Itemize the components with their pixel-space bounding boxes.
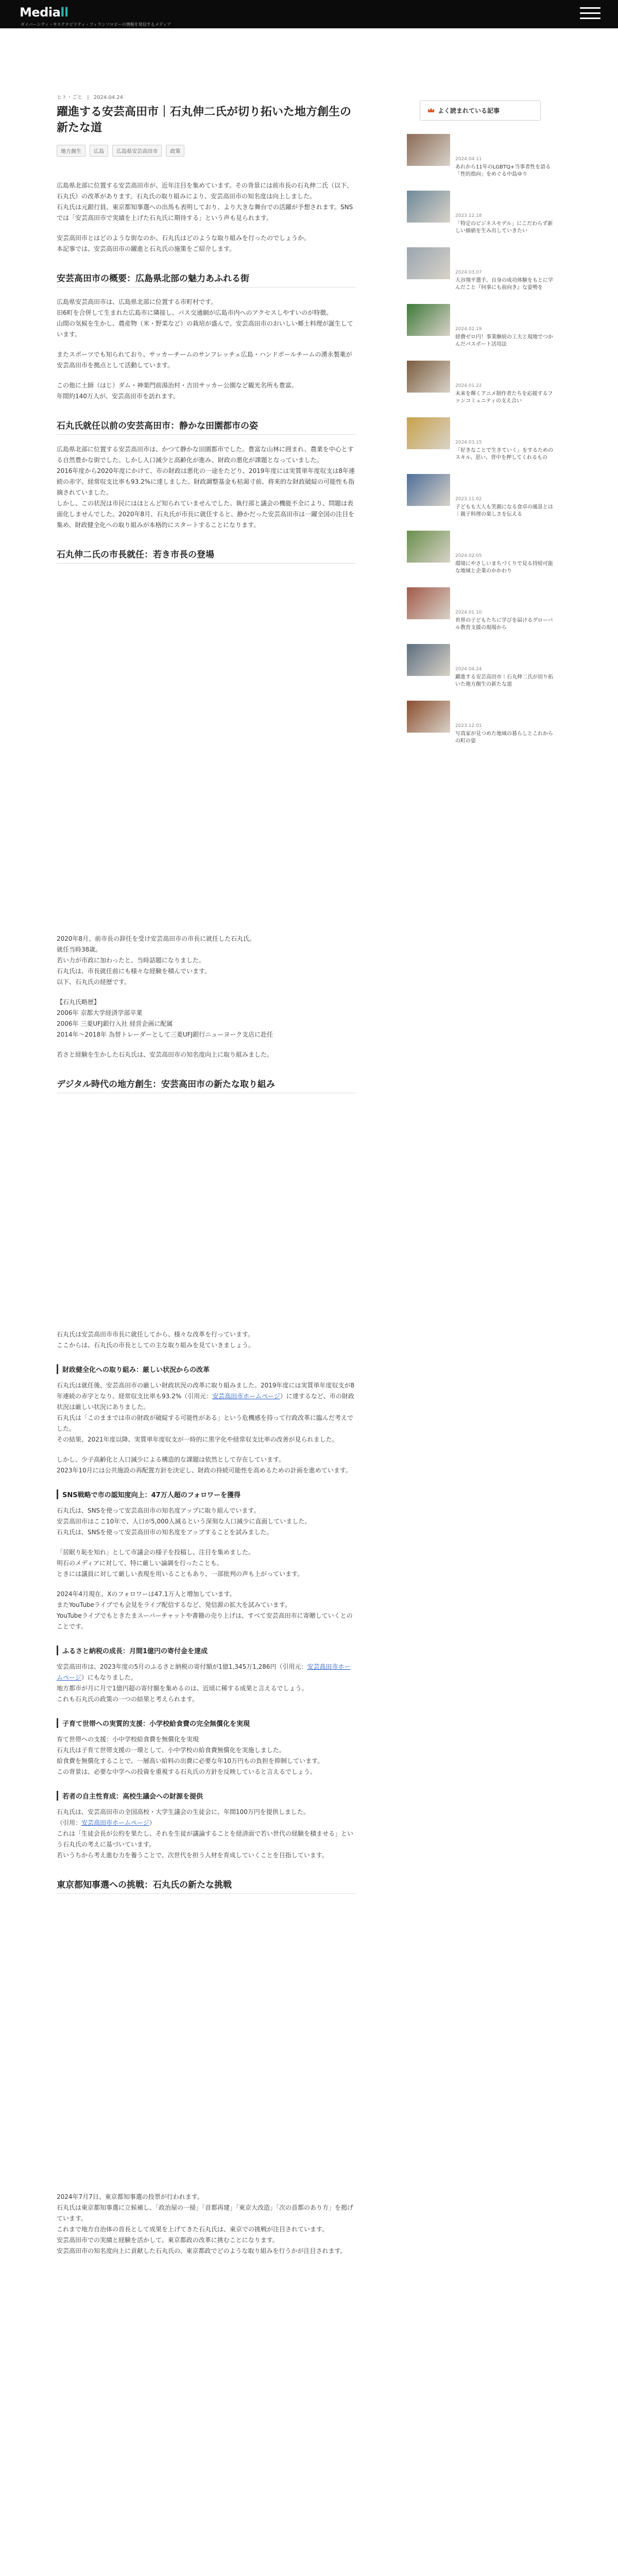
article-thumbnail[interactable] xyxy=(407,587,450,619)
popular-article-item[interactable] xyxy=(407,417,556,464)
subsection-heading: 子育て世帯への実質的支援：小学校給食費の完全無償化を実現 xyxy=(57,1718,355,1728)
subsection-heading: ふるさと納税の成長：月間1億円の寄付金を達成 xyxy=(57,1646,355,1655)
body-paragraph: 石丸氏は、SNSを使って安芸高田市の知名度アップに取り組んでいます。 安芸高田市はここ10年で、人口が5,000人減るという深刻な人口減少に直面していました。 石丸氏は、SNSを使って安芸高田市の知名度をアップすることを試みました。 xyxy=(57,1506,311,1536)
section-heading: デジタル時代の地方創生：安芸高田市の新たな取り組み xyxy=(57,1077,355,1093)
body-paragraph: 2024年7月7日、東京都知事選の投票が行われます。 石丸氏は東京都知事選に立候補し、「政治屋の一掃」「首都再建」「東京大改造」「次の首都のあり方」を掲げています。 これまで地方自治体の首長として成果を上げてきた石丸氏は、東京での挑戦が注目されています。 安芸高田市での実績と経験を活かして、東京都政の改革に挑むことになります。 安芸高田市の知名度向上に貢献した石丸氏の、東京都政でどのような取り組みを行うかが注目されます。 xyxy=(57,2193,354,2255)
article-info xyxy=(455,304,553,350)
popular-article-item[interactable] xyxy=(407,701,556,747)
article-meta xyxy=(57,93,355,100)
article-date: 2024.03.15 xyxy=(455,440,482,445)
popular-articles-title: よく読まれている記事 xyxy=(438,107,500,114)
article-thumbnail[interactable] xyxy=(407,191,450,223)
article-date: 2024.03.07 xyxy=(455,270,482,275)
article-date: 2024.04.11 xyxy=(455,157,482,162)
article-title-link[interactable]: 「好きなことで生きていく」をするためのスキル、思い、背中を押してくれるもの xyxy=(455,448,553,461)
text-fragment: 石丸氏は就任後、安芸高田市の厳しい財政状況の改革に取り組みました。2019年度には実質単年度収支が8年連続の赤字となり、経常収支比率も93.2%（引用元： xyxy=(57,1381,355,1400)
text-fragment: ）にもなりました。 地方都市が月に月で1億円超の寄付額を集めるのは、近頃に稀する成果と言えるでしょう。 これも石丸氏の政策の一つの結果と考えられます。 xyxy=(57,1673,308,1703)
text-fragment: ）に達するなど、市の財政状況は厳しい状況にありました。 石丸氏は「このままでは市の財政が破綻する可能性がある」という危機感を持って行政改革に臨んだ考えでした。 その結果、2021年度以降、実質単年度収支が一時的に黒字化や経常収支比率の改善が見られました。 xyxy=(57,1392,354,1443)
article-info xyxy=(455,191,553,237)
body-paragraph: 【石丸氏略歴】 2006年 京都大学経済学部卒業 2006年 三菱UFJ銀行入社 経営企画に配属 2014年〜2018年 為替トレーダーとして三菱UFJ銀行ニューヨーク支店に赴任 xyxy=(57,998,273,1038)
body-paragraph xyxy=(57,1380,355,1445)
logo-text: Media xyxy=(20,5,61,20)
article-title-link[interactable]: 経費ゼロ円！事業継続の工夫と現地でつかんだパスポート活用法 xyxy=(455,334,553,347)
source-link[interactable]: 安芸高田市ホームページ xyxy=(212,1392,280,1400)
popular-articles-list xyxy=(407,134,556,747)
body-paragraph: 2020年8月、前市長の辞任を受け安芸高田市の市長に就任した石丸氏。 就任当時38歳。 若い力が市政に加わったと、当時話題になりました。 石丸氏は、市長就任前にも様々な経験を積んでいます。 以下、石丸氏の経歴です。 xyxy=(57,935,256,986)
article-title-link[interactable]: 世界の子どもたちに学びを届けるグローバル教育支援の現場から xyxy=(455,618,553,631)
article-info xyxy=(455,701,553,747)
site-tagline: ダイバーシティ・サステナビリティ・フィランソロピーの情報を発信するメディア xyxy=(21,22,171,27)
article-date: 2024.04.24 xyxy=(93,95,124,100)
article-title-link[interactable]: 大谷翔平選手、自身の成功体験をもとに学んだこと『何事にも前向き』な姿勢を xyxy=(455,278,553,291)
popular-articles-heading xyxy=(420,100,541,121)
tag[interactable]: 政策 xyxy=(166,145,184,157)
body-paragraph: 広島県安芸高田市は、広島県北部に位置する市町村です。 旧6町を合併して生まれた広島市に隣接し、バス交通網が広島市内へのアクセスしやすいのが特徴。 山間の気候を生かし、農産物（米・野菜など）の栽培が盛んで、安芸高田市のおいしい郷土料理が誕生しています。 xyxy=(57,298,353,338)
subsection-heading: SNS戦略で市の認知度向上：47万人超のフォロワーを獲得 xyxy=(57,1489,355,1499)
article-tags xyxy=(57,145,355,157)
article-date: 2024.02.05 xyxy=(455,553,482,558)
article-info xyxy=(455,587,553,634)
article-thumbnail[interactable] xyxy=(407,644,450,676)
article-date: 2024.01.10 xyxy=(455,610,482,615)
article-title-link[interactable]: 環境にやさしいまちづくりで見る持続可能な地域と企業のかかわり xyxy=(455,561,553,574)
image-placeholder xyxy=(57,1103,355,1329)
article-info xyxy=(455,417,553,464)
intro-paragraph: 広島県北部に位置する安芸高田市が、近年注目を集めています。その背景には前市長の石丸伸二氏（以下、石丸氏）の改革があります。石丸氏の取り組みにより、安芸高田市の知名度は向上しました。 石丸氏は元銀行員、東京都知事選への出馬も表明しており、より大きな舞台での活躍が予想されます。SNSでは「安芸高田市で実績を上げた石丸氏に期待する」という声も見られます。 xyxy=(57,181,353,222)
article-thumbnail[interactable] xyxy=(407,474,450,506)
tag[interactable]: 広島 xyxy=(90,145,108,157)
sidebar xyxy=(407,100,556,757)
body-paragraph: 石丸氏は安芸高田市市長に就任してから、様々な改革を行っています。 ここからは、石丸氏の市長としての主な取り組みを見ていきましょう。 xyxy=(57,1330,255,1349)
article-thumbnail[interactable] xyxy=(407,701,450,733)
hamburger-menu-icon[interactable] xyxy=(580,7,600,21)
article-date: 2024.02.19 xyxy=(455,327,482,332)
source-link[interactable]: 安芸高田市ホームページ xyxy=(57,1663,351,1681)
body-paragraph xyxy=(57,1662,355,1705)
section-heading: 東京都知事選への挑戦：石丸氏の新たな挑戦 xyxy=(57,1877,355,1894)
section-heading: 石丸伸二氏の市長就任：若き市長の登場 xyxy=(57,547,355,564)
body-paragraph: 広島県北部に位置する安芸高田市は、かつて静かな田園都市でした。豊富な山林に囲まれ、農業を中心とする自然豊かな街でした。しかし人口減少と高齢化が進み、財政の悪化が課題となっていました。 2016年度から2020年度にかけて、市の財政は悪化の一途をたどり、2019年度には実質単年度収支は8年連続の赤字、経常収支比率も93.2%に達しました。財政調整基金も枯渇寸前、将来的な財政破綻の可能性も指摘されていました。 しかし、この状況は市民にはほとんど知られていませんでした。執行部と議会の機能不全により、問題は表面化しませんでした。2020年8月、石丸氏が市長に就任すると、静かだった安芸高田市は一躍全国の注目を集め、財政健全化への取り組みが本格的にスタートすることになります。 xyxy=(57,445,355,529)
popular-article-item[interactable] xyxy=(407,247,556,294)
article-date: 2023.11.02 xyxy=(455,497,482,502)
subsection-heading: 若者の自主性育成：高校生議会への財源を提供 xyxy=(57,1791,355,1801)
text-fragment: ） これは「生徒会長が公約を果たし、それを生徒が議論することを経済面で若い世代の経験を積ませる」という石丸氏の考えに基づいています。 若いうちから考え進む力を養うことで、次世代を担う人材を育成していくことを目指しています。 xyxy=(57,1819,354,1859)
article-title-link[interactable]: 子どもも大人も笑顔になる食卓の風景とは｜親子料理の楽しさを伝える xyxy=(455,504,553,517)
site-header xyxy=(0,0,618,28)
article-category[interactable]: ヒト・ごと xyxy=(57,95,82,100)
text-fragment: 石丸氏は、安芸高田市の全国高校・大学生議会の生徒会に、年間100万円を提供しました。 （引用： xyxy=(57,1808,310,1826)
article-info xyxy=(455,134,553,180)
meta-divider: | xyxy=(87,95,89,100)
popular-article-item[interactable] xyxy=(407,587,556,634)
article-date: 2023.12.01 xyxy=(455,723,482,728)
article-date: 2024.01.22 xyxy=(455,383,482,388)
body-paragraph: 2024年4月現在、Xのフォロワーは47.1万人と増加しています。 またYouTubeライブでも会見をライブ配信するなど、発信源の拡大を試みています。 YouTubeライブでもときたまスーパーチャットや書籍の売り上げは、すべて安芸高田市に寄贈していくとのことです。 xyxy=(57,1590,353,1630)
article-info xyxy=(455,361,553,407)
text-fragment: 安芸高田市は、2023年度の5月のふるさと納税の寄付額が1億1,345万1,286円（引用元： xyxy=(57,1663,307,1670)
section-heading: 石丸氏就任以前の安芸高田市：静かな田園都市の姿 xyxy=(57,418,355,435)
popular-article-item[interactable] xyxy=(407,191,556,237)
image-placeholder xyxy=(57,573,355,934)
subsection-heading: 財政健全化への取り組み：厳しい状況からの改革 xyxy=(57,1364,355,1374)
popular-article-item[interactable] xyxy=(407,531,556,577)
crown-icon xyxy=(427,107,435,113)
article-info xyxy=(455,531,553,577)
popular-article-item[interactable] xyxy=(407,644,556,690)
article-title-link[interactable]: 写真家が見つめた地域の暮らしとこれからの町の姿 xyxy=(455,731,553,744)
popular-article-item[interactable] xyxy=(407,474,556,520)
article-info xyxy=(455,247,553,294)
section-heading: 安芸高田市の概要：広島県北部の魅力あふれる街 xyxy=(57,271,355,287)
article-thumbnail[interactable] xyxy=(407,247,450,279)
body-paragraph: 若さと経験を生かした石丸氏は、安芸高田市の知名度向上に取り組みました。 xyxy=(57,1050,273,1058)
article-thumbnail[interactable] xyxy=(407,304,450,336)
popular-article-item[interactable] xyxy=(407,134,556,180)
body-paragraph: 育て世帯への支援：小中学校給食費を無償化を実現 石丸氏は子育て世帯支援の一環として、小中学校の給食費無償化を実施しました。 給食費を無償化することで、一層高い給料の出費に必要な年10万円もの負担を抑制しています。 この背景は、必要な中学への投資を重視する石丸氏の方針を反映していると言えるでしょう。 xyxy=(57,1735,324,1775)
article-title: 躍進する安芸高田市｜石丸伸二氏が切り拓いた地方創生の新たな道 xyxy=(57,106,352,134)
article-info xyxy=(455,644,553,690)
article-thumbnail[interactable] xyxy=(407,361,450,393)
source-link[interactable]: 安芸高田市ホームページ xyxy=(81,1819,149,1826)
article-date: 2023.12.18 xyxy=(455,213,482,218)
body-paragraph: 「居眠り恥を知れ」として市議会の様子を投稿し、注目を集めました。 明石のメディアに対して、特に厳しい論調を行ったことも。 ときには議員に対して厳しい表現を用いることもあり、一部批判の声も上がっています。 xyxy=(57,1548,304,1578)
article-title-link[interactable]: 「特定のビジネスモデル」にこだわらず新しい価値を生み出していきたい xyxy=(455,221,553,234)
body-paragraph: この他に土師（はじ）ダム・神楽門前湯治村・吉田サッカー公園など観光名所も豊富。 年間約140万人が、安芸高田市を訪れます。 xyxy=(57,381,298,400)
image-placeholder xyxy=(57,1903,355,2192)
article-thumbnail[interactable] xyxy=(407,417,450,449)
article-date: 2024.04.24 xyxy=(455,667,482,672)
popular-article-item[interactable] xyxy=(407,304,556,350)
article-title-link[interactable]: 躍進する安芸高田市｜石丸伸二氏が切り拓いた地方創生の新たな道 xyxy=(455,674,553,687)
body-paragraph: またスポーツでも知られており、サッカーチームのサンフレッチェ広島・ハンドボールチームの湧永製薬が安芸高田市を拠点として活動しています。 xyxy=(57,350,352,369)
article-info xyxy=(455,474,553,520)
body-paragraph xyxy=(57,1807,355,1861)
article-title-link[interactable]: あれから11年のLGBTQ+当事者性を語る「性的指向」をめぐる中島ゆり xyxy=(455,164,551,177)
article-title-link[interactable]: 未来を輝くアニメ制作者たちを応援するファンコミュニティの支え合い xyxy=(455,391,553,404)
article-thumbnail[interactable] xyxy=(407,134,450,166)
logo-accent: ll xyxy=(60,5,68,20)
article-thumbnail[interactable] xyxy=(407,531,450,563)
article xyxy=(57,93,355,2266)
site-logo[interactable] xyxy=(20,5,68,20)
popular-article-item[interactable] xyxy=(407,361,556,407)
tag[interactable]: 広島県安芸高田市 xyxy=(112,145,162,157)
tag[interactable]: 地方創生 xyxy=(57,145,85,157)
body-paragraph: しかし、少子高齢化と人口減少による構造的な課題は依然として存在しています。 2023年10月には公共施設の再配置方針を決定し、財政の持続可能性を高めるための計画を進めています。 xyxy=(57,1455,352,1474)
intro-paragraph: 安芸高田市とはどのような街なのか、石丸氏はどのような取り組みを行ったのでしょうか。 本記事では、安芸高田市の躍進と石丸氏の施策をご紹介します。 xyxy=(57,234,311,252)
